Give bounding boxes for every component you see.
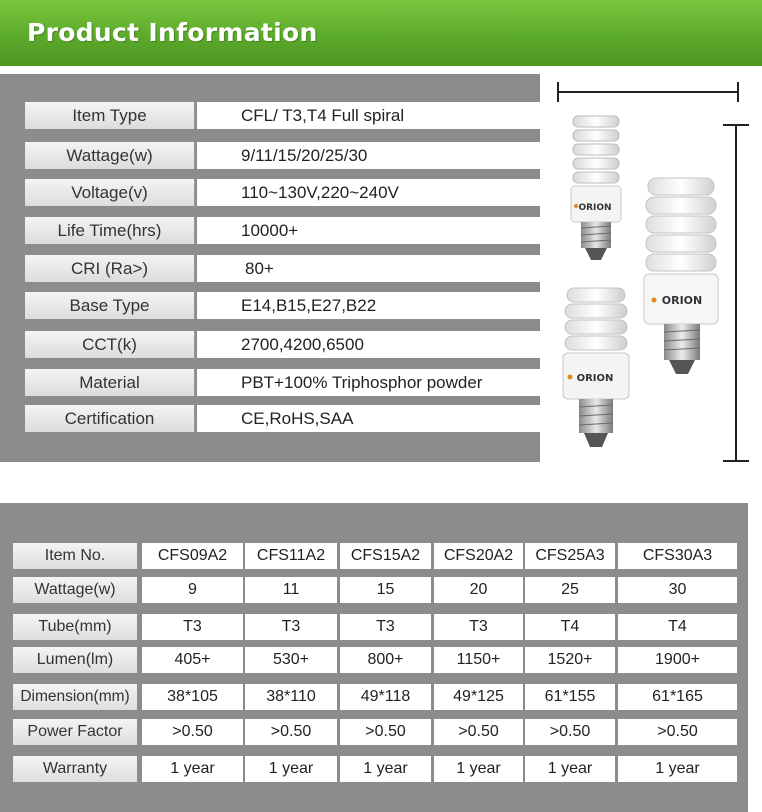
- table-cell: T4: [618, 614, 737, 640]
- height-dimension-line: [735, 125, 737, 462]
- table-cell: 38*105: [142, 684, 243, 710]
- table-row: [13, 719, 737, 745]
- spec-value: 9/11/15/20/25/30: [197, 142, 557, 169]
- table-cell: 1150+: [434, 647, 523, 673]
- spec-label: Life Time(hrs): [25, 217, 195, 244]
- height-dimension-cap-top: [723, 124, 749, 126]
- page-title: Product Information: [27, 18, 318, 47]
- table-row-label: Lumen(lm): [13, 647, 137, 673]
- medium-spiral-bulb-image: [557, 284, 635, 469]
- width-dimension-cap-left: [557, 82, 559, 102]
- table-row: [13, 614, 737, 640]
- table-cell: 405+: [142, 647, 243, 673]
- spec-label: CRI (Ra>): [25, 255, 195, 282]
- spec-label: Voltage(v): [25, 179, 195, 206]
- table-cell: 530+: [245, 647, 337, 673]
- table-cell: CFS30A3: [618, 543, 737, 569]
- spec-label: Wattage(w): [25, 142, 195, 169]
- table-cell: CFS20A2: [434, 543, 523, 569]
- table-cell: T4: [525, 614, 615, 640]
- table-cell: >0.50: [142, 719, 243, 745]
- table-cell: 1900+: [618, 647, 737, 673]
- small-spiral-bulb-image: [563, 110, 633, 270]
- spec-value: 2700,4200,6500: [197, 331, 557, 358]
- table-cell: CFS09A2: [142, 543, 243, 569]
- table-cell: CFS11A2: [245, 543, 337, 569]
- table-cell: >0.50: [340, 719, 431, 745]
- brand-logo: ORION: [661, 294, 703, 307]
- table-cell: CFS15A2: [340, 543, 431, 569]
- spec-value: 80+: [197, 255, 557, 282]
- table-cell: 9: [142, 577, 243, 603]
- table-cell: 1 year: [340, 756, 431, 782]
- header-banner: [0, 0, 762, 66]
- table-cell: CFS25A3: [525, 543, 615, 569]
- table-cell: 49*125: [434, 684, 523, 710]
- table-row-label: Tube(mm): [13, 614, 137, 640]
- table-cell: >0.50: [434, 719, 523, 745]
- product-image-area: [545, 74, 762, 474]
- width-dimension-cap-right: [737, 82, 739, 102]
- table-row-label: Wattage(w): [13, 577, 137, 603]
- table-row-label: Item No.: [13, 543, 137, 569]
- table-cell: 15: [340, 577, 431, 603]
- table-row-label: Dimension(mm): [13, 684, 137, 710]
- table-row: [13, 543, 737, 569]
- table-cell: 1 year: [618, 756, 737, 782]
- table-cell: 1 year: [525, 756, 615, 782]
- spec-value: CFL/ T3,T4 Full spiral: [197, 102, 557, 129]
- table-cell: 1520+: [525, 647, 615, 673]
- spec-value: 110~130V,220~240V: [197, 179, 557, 206]
- height-dimension-cap-bottom: [723, 460, 749, 462]
- spec-value: PBT+100% Triphosphor powder: [197, 369, 557, 396]
- table-cell: T3: [340, 614, 431, 640]
- table-cell: 1 year: [245, 756, 337, 782]
- table-cell: >0.50: [618, 719, 737, 745]
- spec-label: Certification: [25, 405, 195, 432]
- table-cell: >0.50: [525, 719, 615, 745]
- large-spiral-bulb-image: [640, 174, 722, 394]
- table-cell: 1 year: [142, 756, 243, 782]
- table-cell: 61*155: [525, 684, 615, 710]
- table-cell: T3: [434, 614, 523, 640]
- brand-logo: ORION: [578, 203, 612, 213]
- table-cell: >0.50: [245, 719, 337, 745]
- table-cell: 20: [434, 577, 523, 603]
- spec-label: Material: [25, 369, 195, 396]
- table-cell: 25: [525, 577, 615, 603]
- spec-value: E14,B15,E27,B22: [197, 292, 557, 319]
- table-cell: T3: [142, 614, 243, 640]
- table-cell: 30: [618, 577, 737, 603]
- table-row-label: Warranty: [13, 756, 137, 782]
- table-cell: 49*118: [340, 684, 431, 710]
- width-dimension-line: [557, 91, 739, 93]
- spec-panel: [0, 74, 540, 462]
- table-row-label: Power Factor: [13, 719, 137, 745]
- spec-label: Item Type: [25, 102, 195, 129]
- table-cell: 1 year: [434, 756, 523, 782]
- table-row: [13, 577, 737, 603]
- table-row: [13, 684, 737, 710]
- table-cell: 11: [245, 577, 337, 603]
- spec-value: CE,RoHS,SAA: [197, 405, 557, 432]
- table-cell: T3: [245, 614, 337, 640]
- table-cell: 38*110: [245, 684, 337, 710]
- model-table: [0, 503, 748, 812]
- table-row: [13, 756, 737, 782]
- table-row: [13, 647, 737, 673]
- brand-logo: ORION: [576, 373, 614, 384]
- table-cell: 800+: [340, 647, 431, 673]
- table-cell: 61*165: [618, 684, 737, 710]
- spec-label: CCT(k): [25, 331, 195, 358]
- spec-label: Base Type: [25, 292, 195, 319]
- spec-value: 10000+: [197, 217, 557, 244]
